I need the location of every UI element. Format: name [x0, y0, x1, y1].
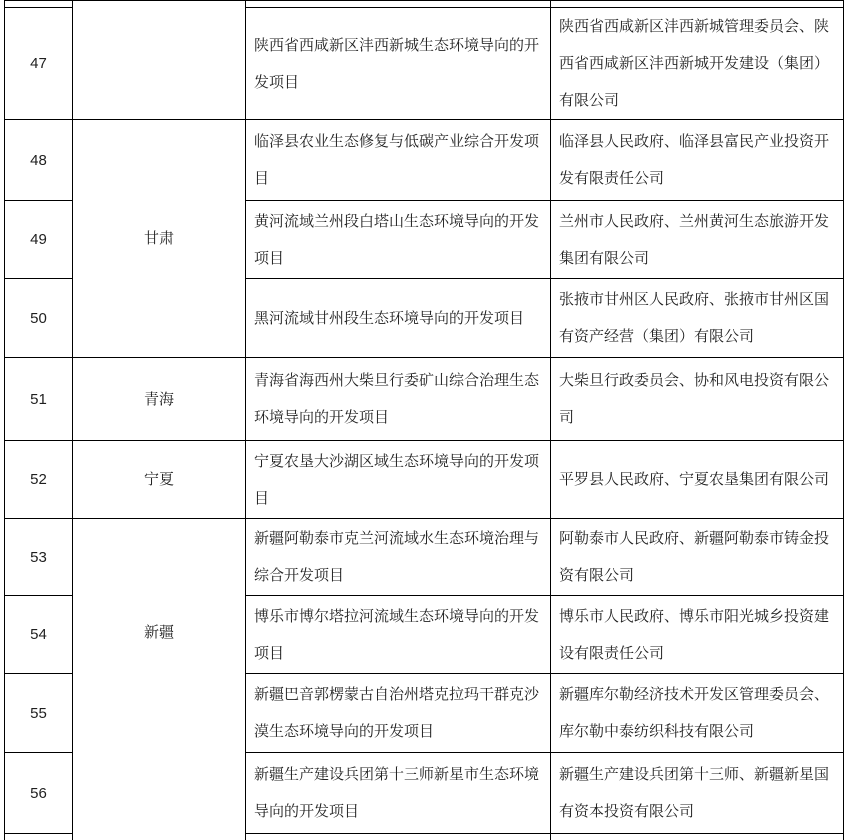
row-number-cell — [5, 834, 73, 840]
project-cell: 青海省海西州大柴旦行委矿山综合治理生态环境导向的开发项目 — [246, 358, 551, 441]
province-cell-ningxia: 宁夏 — [73, 441, 246, 519]
row-number-cell: 51 — [5, 358, 73, 441]
province-cell-gansu: 甘肃 — [73, 120, 246, 358]
project-cell: 新疆生产建设兵团第十三师新星市生态环境导向的开发项目 — [246, 753, 551, 834]
organizations-cell: 张掖市甘州区人民政府、张掖市甘州区国有资产经营（集团）有限公司 — [551, 279, 844, 358]
project-cell — [246, 1, 551, 8]
row-number-cell: 52 — [5, 441, 73, 519]
row-number-cell: 55 — [5, 674, 73, 753]
row-number-cell: 56 — [5, 753, 73, 834]
project-cell: 新疆阿勒泰市克兰河流域水生态环境治理与综合开发项目 — [246, 519, 551, 596]
organizations-cell: 新疆库尔勒经济技术开发区管理委员会、库尔勒中泰纺织科技有限公司 — [551, 674, 844, 753]
organizations-cell — [551, 834, 844, 840]
project-cell: 博乐市博尔塔拉河流域生态环境导向的开发项目 — [246, 596, 551, 674]
province-cell-qinghai: 青海 — [73, 358, 246, 441]
project-cell — [246, 834, 551, 840]
row-number-cell: 53 — [5, 519, 73, 596]
table-row-partial-top — [5, 1, 844, 8]
row-number-cell — [5, 1, 73, 8]
organizations-cell: 兰州市人民政府、兰州黄河生态旅游开发集团有限公司 — [551, 201, 844, 279]
row-number-cell: 50 — [5, 279, 73, 358]
table-row — [5, 441, 844, 519]
organizations-cell: 博乐市人民政府、博乐市阳光城乡投资建设有限责任公司 — [551, 596, 844, 674]
organizations-cell: 大柴旦行政委员会、协和风电投资有限公司 — [551, 358, 844, 441]
project-cell: 临泽县农业生态修复与低碳产业综合开发项目 — [246, 120, 551, 201]
project-cell: 新疆巴音郭楞蒙古自治州塔克拉玛干群克沙漠生态环境导向的开发项目 — [246, 674, 551, 753]
organizations-cell: 阿勒泰市人民政府、新疆阿勒泰市铸金投资有限公司 — [551, 519, 844, 596]
organizations-cell: 临泽县人民政府、临泽县富民产业投资开发有限责任公司 — [551, 120, 844, 201]
province-cell-xinjiang: 新疆 — [73, 519, 246, 840]
project-cell: 黑河流域甘州段生态环境导向的开发项目 — [246, 279, 551, 358]
row-number-cell: 47 — [5, 8, 73, 120]
organizations-cell — [551, 1, 844, 8]
row-number-cell: 49 — [5, 201, 73, 279]
province-cell — [73, 1, 246, 120]
table-row — [5, 519, 844, 596]
organizations-cell: 新疆生产建设兵团第十三师、新疆新星国有资本投资有限公司 — [551, 753, 844, 834]
organizations-cell: 陕西省西咸新区沣西新城管理委员会、陕西省西咸新区沣西新城开发建设（集团）有限公司 — [551, 8, 844, 120]
project-cell: 黄河流域兰州段白塔山生态环境导向的开发项目 — [246, 201, 551, 279]
project-cell: 宁夏农垦大沙湖区域生态环境导向的开发项目 — [246, 441, 551, 519]
projects-table — [4, 0, 844, 840]
row-number-cell: 48 — [5, 120, 73, 201]
table-row — [5, 358, 844, 441]
table-row — [5, 120, 844, 201]
project-cell: 陕西省西咸新区沣西新城生态环境导向的开发项目 — [246, 8, 551, 120]
row-number-cell: 54 — [5, 596, 73, 674]
organizations-cell: 平罗县人民政府、宁夏农垦集团有限公司 — [551, 441, 844, 519]
